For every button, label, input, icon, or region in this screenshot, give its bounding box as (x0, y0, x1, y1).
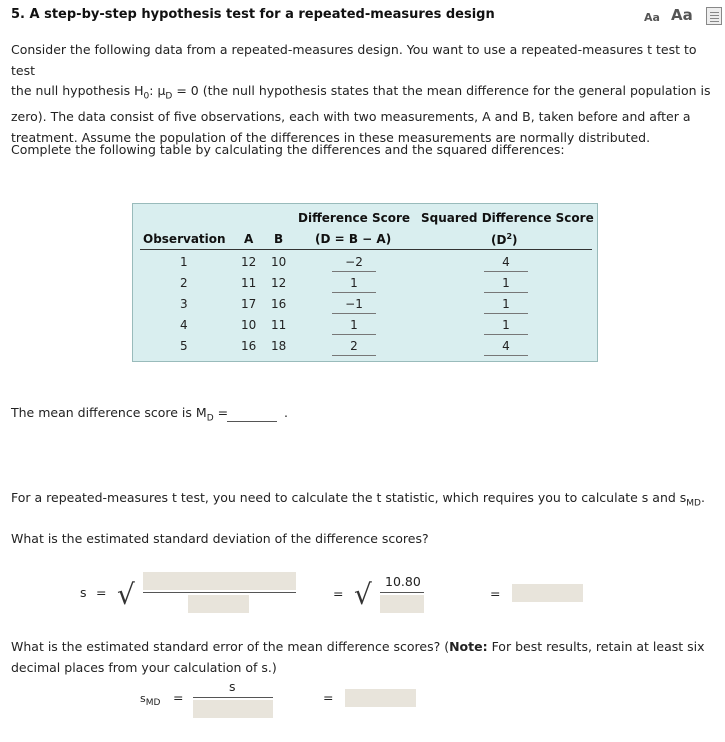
table-cell-b: 18 (271, 339, 287, 353)
header-b: B (274, 232, 284, 246)
header-sq-close: ) (512, 233, 518, 247)
header-a: A (244, 232, 254, 246)
header-squared-difference-score: Squared Difference Score (421, 211, 594, 225)
intro-line-1: Consider the following data from a repeated-measures design. You want to use a repeated-measures t test to test (11, 42, 697, 78)
mu-subscript: D (165, 91, 173, 102)
font-size-small-button[interactable]: Aa (644, 11, 660, 24)
header-squared-formula (491, 232, 518, 247)
table-cell-a: 17 (241, 297, 257, 311)
header-difference-score: Difference Score (298, 211, 411, 225)
h0-subscript: 0 (143, 91, 150, 102)
mean-difference-label (11, 405, 228, 424)
table-cell-a: 16 (241, 339, 257, 353)
difference-answer[interactable]: −2 (332, 255, 376, 272)
se-question-line-2: decimal places from your calculation of s.) (11, 659, 277, 675)
se-numerator-s: s (229, 679, 236, 694)
squared-difference-answer[interactable]: 1 (484, 297, 528, 314)
table-cell-b: 16 (271, 297, 287, 311)
smd-result-input[interactable] (345, 689, 416, 707)
difference-answer[interactable]: −1 (332, 297, 376, 314)
se-fraction-bar (193, 697, 273, 698)
table-cell-a: 10 (241, 318, 257, 332)
table-cell-obs: 4 (180, 318, 188, 332)
sd-question: What is the estimated standard deviation of the difference scores? (11, 531, 429, 546)
intro-paragraph (11, 40, 711, 148)
table-cell-obs: 3 (180, 297, 188, 311)
header-observation: Observation (143, 232, 226, 246)
t-intro-text: For a repeated-measures t test, you need to calculate the t statistic, which requires you to calculate s and s (11, 490, 687, 505)
df-denominator-input[interactable] (188, 595, 249, 613)
difference-answer[interactable]: 1 (332, 318, 376, 335)
s-result-input[interactable] (512, 584, 583, 602)
se-question-text-2: For best results, retain at least six (487, 639, 705, 654)
mean-diff-text: The mean difference score is M (11, 405, 207, 420)
smd-s: s (140, 692, 146, 705)
table-cell-a: 12 (241, 255, 257, 269)
intro-line-3: zero). The data consist of five observations, each with two measurements, A and B, taken before and after a (11, 109, 691, 124)
smd-label-subscript: MD (145, 698, 161, 709)
font-size-large-button[interactable]: Aa (671, 6, 693, 24)
t-test-intro (11, 490, 705, 509)
table-cell-a: 11 (241, 276, 257, 290)
table-cell-b: 12 (271, 276, 287, 290)
document-icon[interactable] (706, 7, 722, 25)
df-denominator-input-2[interactable] (380, 595, 424, 613)
header-sq-exponent: 2 (506, 232, 513, 241)
squared-difference-answer[interactable]: 1 (484, 276, 528, 293)
sqrt-icon: √ (117, 578, 135, 611)
s-label: s (80, 585, 87, 600)
se-note-label: Note: (449, 639, 488, 654)
smd-subscript: MD (686, 498, 701, 509)
header-sq-open: (D (491, 233, 507, 247)
se-equals-2: = (323, 690, 334, 705)
table-cell-obs: 2 (180, 276, 188, 290)
sqrt-n-input[interactable] (193, 700, 273, 718)
table-cell-b: 11 (271, 318, 287, 332)
mean-diff-equals: = (213, 405, 229, 420)
table-cell-obs: 5 (180, 339, 188, 353)
mean-difference-input[interactable] (227, 421, 277, 422)
sd-fraction-bar (143, 592, 296, 593)
table-header-rule (140, 249, 592, 250)
sd-equals-3: = (490, 586, 501, 601)
table-cell-b: 10 (271, 255, 287, 269)
table-cell-obs: 1 (180, 255, 188, 269)
ss-numerator-input[interactable] (143, 572, 296, 590)
sqrt-icon-2: √ (354, 578, 372, 611)
intro-line-2-rest: = 0 (the null hypothesis states that the mean difference for the general population is (172, 83, 711, 98)
intro-line-2-text: the null hypothesis H (11, 83, 144, 98)
se-equals: = (173, 690, 184, 705)
table-instruction: Complete the following table by calculating the differences and the squared differences: (11, 142, 565, 157)
question-title: 5. A step-by-step hypothesis test for a repeated-measures design (11, 7, 495, 22)
header-difference-formula: (D = B − A) (315, 232, 392, 246)
se-question (11, 637, 711, 678)
ss-known-value: 10.80 (385, 574, 421, 589)
sd-fraction-bar-2 (380, 592, 424, 593)
md-subscript: D (206, 413, 214, 424)
squared-difference-answer[interactable]: 4 (484, 255, 528, 272)
intro-line-2 (11, 81, 711, 107)
se-question-text: What is the estimated standard error of the mean difference scores? ( (11, 639, 450, 654)
difference-answer[interactable]: 1 (332, 276, 376, 293)
sd-equals-2: = (333, 586, 344, 601)
se-question-line-1 (11, 637, 711, 658)
s-equals: = (96, 585, 107, 600)
squared-difference-answer[interactable]: 4 (484, 339, 528, 356)
smd-label (140, 692, 160, 708)
intro-mu: : μ (149, 83, 166, 98)
difference-answer[interactable]: 2 (332, 339, 376, 356)
t-intro-period: . (701, 490, 705, 505)
squared-difference-answer[interactable]: 1 (484, 318, 528, 335)
intro-line-4: treatment. Assume the population of the differences in these measurements are normally distributed. (11, 129, 651, 145)
mean-difference-period: . (284, 405, 288, 420)
